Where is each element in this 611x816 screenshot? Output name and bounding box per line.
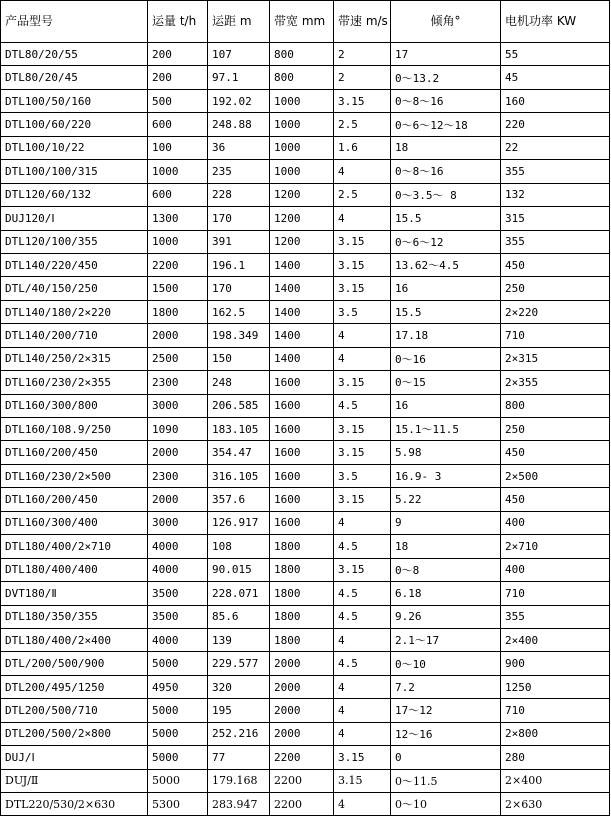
cell-angle: 17 xyxy=(391,43,501,66)
cell-belt-width: 1400 xyxy=(270,347,334,370)
cell-belt-width: 2000 xyxy=(270,699,334,722)
table-row xyxy=(1,699,610,722)
cell-distance: 235 xyxy=(208,160,270,183)
cell-model: DTL120/60/132 xyxy=(1,183,148,206)
cell-belt-speed: 3.15 xyxy=(334,277,391,300)
cell-model: DTL160/230/2×355 xyxy=(1,371,148,394)
cell-motor-power: 355 xyxy=(501,605,610,628)
table-row xyxy=(1,746,610,769)
cell-angle: 0～13.2 xyxy=(391,66,501,89)
cell-angle: 15.5 xyxy=(391,207,501,230)
cell-model: DTL180/400/2×400 xyxy=(1,628,148,651)
cell-distance: 320 xyxy=(208,675,270,698)
cell-motor-power: 710 xyxy=(501,582,610,605)
cell-motor-power: 710 xyxy=(501,699,610,722)
cell-belt-speed: 2.5 xyxy=(334,113,391,136)
cell-model: DTL/40/150/250 xyxy=(1,277,148,300)
cell-belt-speed: 4.5 xyxy=(334,605,391,628)
cell-belt-width: 800 xyxy=(270,43,334,66)
cell-belt-speed: 4.5 xyxy=(334,535,391,558)
table-row xyxy=(1,160,610,183)
cell-belt-speed: 1.6 xyxy=(334,136,391,159)
cell-distance: 107 xyxy=(208,43,270,66)
cell-model: DTL80/20/55 xyxy=(1,43,148,66)
cell-capacity: 5000 xyxy=(148,769,208,792)
cell-belt-width: 2200 xyxy=(270,746,334,769)
table-row xyxy=(1,628,610,651)
cell-capacity: 1090 xyxy=(148,418,208,441)
cell-motor-power: 220 xyxy=(501,113,610,136)
cell-angle: 7.2 xyxy=(391,675,501,698)
header-distance: 运距 m xyxy=(208,1,270,43)
cell-capacity: 2000 xyxy=(148,441,208,464)
cell-motor-power: 280 xyxy=(501,746,610,769)
cell-motor-power: 2×355 xyxy=(501,371,610,394)
cell-distance: 97.1 xyxy=(208,66,270,89)
cell-angle: 6.18 xyxy=(391,582,501,605)
cell-model: DTL140/220/450 xyxy=(1,253,148,276)
table-row xyxy=(1,652,610,675)
cell-belt-speed: 4 xyxy=(334,699,391,722)
cell-belt-speed: 4 xyxy=(334,628,391,651)
cell-capacity: 2200 xyxy=(148,253,208,276)
cell-belt-width: 1400 xyxy=(270,253,334,276)
cell-capacity: 5000 xyxy=(148,722,208,745)
cell-distance: 170 xyxy=(208,207,270,230)
cell-model: DTL140/250/2×315 xyxy=(1,347,148,370)
cell-belt-speed: 4.5 xyxy=(334,582,391,605)
cell-angle: 16 xyxy=(391,394,501,417)
cell-motor-power: 400 xyxy=(501,511,610,534)
cell-distance: 248 xyxy=(208,371,270,394)
cell-motor-power: 55 xyxy=(501,43,610,66)
cell-belt-width: 2200 xyxy=(270,793,334,816)
cell-belt-speed: 4 xyxy=(334,324,391,347)
cell-capacity: 3500 xyxy=(148,582,208,605)
cell-angle: 12～16 xyxy=(391,722,501,745)
cell-capacity: 5000 xyxy=(148,652,208,675)
table-row xyxy=(1,511,610,534)
cell-distance: 108 xyxy=(208,535,270,558)
cell-belt-width: 1400 xyxy=(270,277,334,300)
cell-model: DUJ120/Ⅰ xyxy=(1,207,148,230)
cell-belt-width: 1000 xyxy=(270,89,334,112)
cell-model: DTL180/400/400 xyxy=(1,558,148,581)
table-row xyxy=(1,207,610,230)
cell-angle: 0～11.5 xyxy=(391,769,501,792)
cell-distance: 90.015 xyxy=(208,558,270,581)
cell-capacity: 4000 xyxy=(148,535,208,558)
cell-distance: 206.585 xyxy=(208,394,270,417)
cell-belt-width: 1600 xyxy=(270,441,334,464)
cell-belt-width: 1400 xyxy=(270,324,334,347)
cell-motor-power: 2×800 xyxy=(501,722,610,745)
cell-distance: 179.168 xyxy=(208,769,270,792)
cell-angle: 5.98 xyxy=(391,441,501,464)
cell-model: DUJ/Ⅱ xyxy=(1,769,148,792)
cell-distance: 170 xyxy=(208,277,270,300)
table-row xyxy=(1,66,610,89)
table-row xyxy=(1,300,610,323)
cell-angle: 18 xyxy=(391,535,501,558)
table-row xyxy=(1,558,610,581)
cell-motor-power: 355 xyxy=(501,160,610,183)
header-model: 产品型号 xyxy=(1,1,148,43)
cell-belt-speed: 3.15 xyxy=(334,89,391,112)
cell-motor-power: 160 xyxy=(501,89,610,112)
cell-model: DTL200/500/710 xyxy=(1,699,148,722)
cell-belt-width: 1200 xyxy=(270,230,334,253)
cell-model: DVT180/Ⅱ xyxy=(1,582,148,605)
cell-distance: 198.349 xyxy=(208,324,270,347)
cell-belt-speed: 3.15 xyxy=(334,558,391,581)
cell-belt-speed: 3.15 xyxy=(334,230,391,253)
cell-angle: 9 xyxy=(391,511,501,534)
cell-capacity: 2300 xyxy=(148,371,208,394)
cell-belt-speed: 4 xyxy=(334,675,391,698)
cell-angle: 17.18 xyxy=(391,324,501,347)
cell-capacity: 2500 xyxy=(148,347,208,370)
table-row xyxy=(1,464,610,487)
cell-belt-width: 1600 xyxy=(270,394,334,417)
cell-angle: 0～16 xyxy=(391,347,501,370)
cell-capacity: 5000 xyxy=(148,699,208,722)
cell-angle: 15.5 xyxy=(391,300,501,323)
cell-angle: 0～10 xyxy=(391,793,501,816)
cell-distance: 391 xyxy=(208,230,270,253)
cell-belt-width: 2000 xyxy=(270,652,334,675)
table-row xyxy=(1,488,610,511)
cell-distance: 228.071 xyxy=(208,582,270,605)
cell-belt-speed: 3.5 xyxy=(334,464,391,487)
table-row xyxy=(1,722,610,745)
cell-model: DTL180/400/2×710 xyxy=(1,535,148,558)
cell-angle: 0～3.5～ 8 xyxy=(391,183,501,206)
cell-model: DTL200/500/2×800 xyxy=(1,722,148,745)
table-row xyxy=(1,441,610,464)
cell-belt-speed: 3.15 xyxy=(334,488,391,511)
cell-distance: 150 xyxy=(208,347,270,370)
cell-capacity: 5300 xyxy=(148,793,208,816)
cell-model: DTL160/300/800 xyxy=(1,394,148,417)
cell-belt-width: 1200 xyxy=(270,207,334,230)
cell-distance: 192.02 xyxy=(208,89,270,112)
cell-capacity: 500 xyxy=(148,89,208,112)
cell-belt-speed: 2.5 xyxy=(334,183,391,206)
cell-motor-power: 355 xyxy=(501,230,610,253)
cell-belt-width: 1600 xyxy=(270,488,334,511)
cell-angle: 0～15 xyxy=(391,371,501,394)
cell-distance: 183.105 xyxy=(208,418,270,441)
cell-capacity: 1000 xyxy=(148,230,208,253)
cell-distance: 36 xyxy=(208,136,270,159)
cell-angle: 0 xyxy=(391,746,501,769)
table-row xyxy=(1,582,610,605)
header-motor-power: 电机功率 KW xyxy=(501,1,610,43)
cell-belt-speed: 4 xyxy=(334,347,391,370)
cell-capacity: 4950 xyxy=(148,675,208,698)
header-capacity: 运量 t/h xyxy=(148,1,208,43)
cell-distance: 228 xyxy=(208,183,270,206)
cell-model: DTL100/10/22 xyxy=(1,136,148,159)
cell-motor-power: 400 xyxy=(501,558,610,581)
header-belt-speed: 带速 m/s xyxy=(334,1,391,43)
cell-angle: 0～6～12 xyxy=(391,230,501,253)
cell-belt-speed: 4 xyxy=(334,511,391,534)
cell-angle: 16.9- 3 xyxy=(391,464,501,487)
cell-capacity: 200 xyxy=(148,66,208,89)
cell-capacity: 2000 xyxy=(148,324,208,347)
cell-belt-width: 1800 xyxy=(270,628,334,651)
cell-model: DTL160/200/450 xyxy=(1,441,148,464)
cell-belt-speed: 3.15 xyxy=(334,746,391,769)
cell-belt-speed: 4 xyxy=(334,160,391,183)
cell-angle: 0～8～16 xyxy=(391,160,501,183)
cell-belt-width: 1600 xyxy=(270,418,334,441)
table-row xyxy=(1,230,610,253)
cell-distance: 126.917 xyxy=(208,511,270,534)
table-row xyxy=(1,769,610,792)
cell-belt-width: 1800 xyxy=(270,605,334,628)
cell-capacity: 600 xyxy=(148,183,208,206)
cell-model: DTL80/20/45 xyxy=(1,66,148,89)
cell-angle: 15.1～11.5 xyxy=(391,418,501,441)
table-row xyxy=(1,535,610,558)
cell-angle: 0～6～12～18 xyxy=(391,113,501,136)
cell-model: DTL100/50/160 xyxy=(1,89,148,112)
cell-capacity: 3000 xyxy=(148,511,208,534)
cell-model: DTL160/230/2×500 xyxy=(1,464,148,487)
cell-distance: 139 xyxy=(208,628,270,651)
cell-belt-width: 800 xyxy=(270,66,334,89)
cell-model: DTL220/530/2×630 xyxy=(1,793,148,816)
cell-capacity: 1500 xyxy=(148,277,208,300)
cell-model: DTL140/200/710 xyxy=(1,324,148,347)
cell-capacity: 4000 xyxy=(148,628,208,651)
cell-model: DTL160/300/400 xyxy=(1,511,148,534)
cell-motor-power: 2×630 xyxy=(501,793,610,816)
table-body xyxy=(1,43,610,816)
cell-motor-power: 2×400 xyxy=(501,628,610,651)
table-row xyxy=(1,136,610,159)
cell-motor-power: 1250 xyxy=(501,675,610,698)
header-row xyxy=(1,1,610,43)
cell-belt-width: 1600 xyxy=(270,511,334,534)
cell-motor-power: 250 xyxy=(501,277,610,300)
cell-model: DTL/200/500/900 xyxy=(1,652,148,675)
cell-belt-width: 1200 xyxy=(270,183,334,206)
cell-motor-power: 710 xyxy=(501,324,610,347)
cell-capacity: 5000 xyxy=(148,746,208,769)
cell-capacity: 3000 xyxy=(148,394,208,417)
cell-belt-width: 1600 xyxy=(270,464,334,487)
table-row xyxy=(1,253,610,276)
cell-belt-speed: 2 xyxy=(334,66,391,89)
cell-model: DTL120/100/355 xyxy=(1,230,148,253)
cell-angle: 16 xyxy=(391,277,501,300)
table-row xyxy=(1,371,610,394)
cell-angle: 13.62～4.5 xyxy=(391,253,501,276)
cell-model: DTL100/100/315 xyxy=(1,160,148,183)
cell-capacity: 4000 xyxy=(148,558,208,581)
cell-belt-speed: 4.5 xyxy=(334,394,391,417)
cell-belt-width: 2000 xyxy=(270,675,334,698)
cell-angle: 2.1～17 xyxy=(391,628,501,651)
cell-distance: 77 xyxy=(208,746,270,769)
cell-distance: 283.947 xyxy=(208,793,270,816)
cell-motor-power: 132 xyxy=(501,183,610,206)
cell-distance: 248.88 xyxy=(208,113,270,136)
cell-motor-power: 450 xyxy=(501,441,610,464)
cell-distance: 162.5 xyxy=(208,300,270,323)
cell-motor-power: 900 xyxy=(501,652,610,675)
cell-belt-speed: 4 xyxy=(334,722,391,745)
cell-belt-speed: 3.15 xyxy=(334,769,391,792)
cell-distance: 196.1 xyxy=(208,253,270,276)
cell-capacity: 2300 xyxy=(148,464,208,487)
cell-model: DTL160/108.9/250 xyxy=(1,418,148,441)
table-row xyxy=(1,347,610,370)
cell-motor-power: 2×500 xyxy=(501,464,610,487)
cell-belt-speed: 3.15 xyxy=(334,441,391,464)
cell-capacity: 100 xyxy=(148,136,208,159)
cell-model: DTL100/60/220 xyxy=(1,113,148,136)
cell-belt-width: 1400 xyxy=(270,300,334,323)
cell-motor-power: 2×710 xyxy=(501,535,610,558)
cell-capacity: 1800 xyxy=(148,300,208,323)
table-row xyxy=(1,394,610,417)
table-row xyxy=(1,277,610,300)
header-belt-width: 带宽 mm xyxy=(270,1,334,43)
cell-belt-speed: 4 xyxy=(334,207,391,230)
cell-belt-width: 1000 xyxy=(270,113,334,136)
cell-angle: 5.22 xyxy=(391,488,501,511)
cell-model: DTL140/180/2×220 xyxy=(1,300,148,323)
cell-angle: 0～8～16 xyxy=(391,89,501,112)
table-row xyxy=(1,418,610,441)
table-row xyxy=(1,605,610,628)
cell-motor-power: 450 xyxy=(501,488,610,511)
cell-distance: 354.47 xyxy=(208,441,270,464)
cell-distance: 85.6 xyxy=(208,605,270,628)
cell-distance: 195 xyxy=(208,699,270,722)
cell-model: DTL160/200/450 xyxy=(1,488,148,511)
table-row xyxy=(1,89,610,112)
cell-belt-speed: 2 xyxy=(334,43,391,66)
cell-motor-power: 22 xyxy=(501,136,610,159)
table-row xyxy=(1,324,610,347)
cell-capacity: 1300 xyxy=(148,207,208,230)
cell-distance: 229.577 xyxy=(208,652,270,675)
cell-motor-power: 800 xyxy=(501,394,610,417)
cell-capacity: 2000 xyxy=(148,488,208,511)
cell-motor-power: 2×315 xyxy=(501,347,610,370)
cell-angle: 17～12 xyxy=(391,699,501,722)
cell-belt-speed: 3.15 xyxy=(334,418,391,441)
cell-model: DUJ/Ⅰ xyxy=(1,746,148,769)
cell-motor-power: 315 xyxy=(501,207,610,230)
cell-angle: 9.26 xyxy=(391,605,501,628)
header-angle: 倾角° xyxy=(391,1,501,43)
cell-distance: 252.216 xyxy=(208,722,270,745)
cell-angle: 0～10 xyxy=(391,652,501,675)
table-row xyxy=(1,113,610,136)
cell-belt-width: 1800 xyxy=(270,582,334,605)
cell-angle: 18 xyxy=(391,136,501,159)
cell-motor-power: 250 xyxy=(501,418,610,441)
cell-capacity: 1000 xyxy=(148,160,208,183)
cell-distance: 316.105 xyxy=(208,464,270,487)
cell-belt-width: 1600 xyxy=(270,371,334,394)
cell-model: DTL180/350/355 xyxy=(1,605,148,628)
cell-belt-speed: 4 xyxy=(334,793,391,816)
cell-motor-power: 45 xyxy=(501,66,610,89)
cell-belt-speed: 4.5 xyxy=(334,652,391,675)
cell-belt-width: 1000 xyxy=(270,136,334,159)
cell-capacity: 200 xyxy=(148,43,208,66)
cell-capacity: 600 xyxy=(148,113,208,136)
table-row xyxy=(1,793,610,816)
cell-belt-width: 1000 xyxy=(270,160,334,183)
cell-belt-width: 1800 xyxy=(270,558,334,581)
cell-belt-speed: 3.5 xyxy=(334,300,391,323)
cell-model: DTL200/495/1250 xyxy=(1,675,148,698)
cell-belt-speed: 3.15 xyxy=(334,371,391,394)
cell-belt-speed: 3.15 xyxy=(334,253,391,276)
cell-motor-power: 450 xyxy=(501,253,610,276)
table-row xyxy=(1,43,610,66)
cell-distance: 357.6 xyxy=(208,488,270,511)
cell-belt-width: 1800 xyxy=(270,535,334,558)
table-row xyxy=(1,675,610,698)
cell-belt-width: 2200 xyxy=(270,769,334,792)
cell-motor-power: 2×220 xyxy=(501,300,610,323)
cell-belt-width: 2000 xyxy=(270,722,334,745)
cell-angle: 0～8 xyxy=(391,558,501,581)
cell-motor-power: 2×400 xyxy=(501,769,610,792)
table-row xyxy=(1,183,610,206)
cell-capacity: 3500 xyxy=(148,605,208,628)
